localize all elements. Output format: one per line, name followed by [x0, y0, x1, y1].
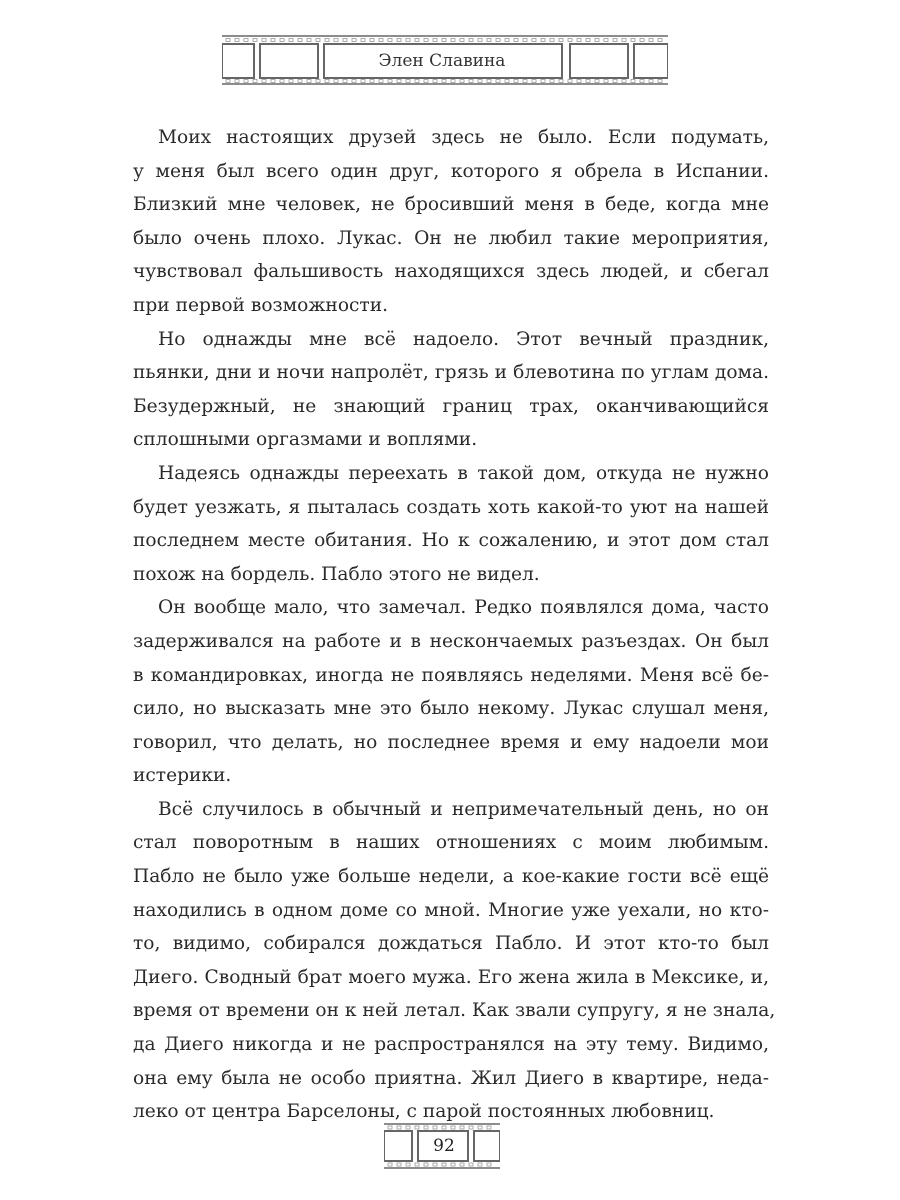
film-perforation	[478, 39, 482, 42]
film-perforation	[604, 39, 608, 42]
text-line: будет уезжать, я пыталась создать хоть какой-то уют на нашей	[133, 496, 769, 518]
film-perforation	[451, 39, 455, 42]
text-line: задерживался на работе и в нескончаемых разъездах. Он был	[133, 630, 769, 652]
film-perforation	[415, 1126, 419, 1129]
film-perforation	[379, 39, 383, 42]
film-perforation	[595, 80, 599, 83]
paragraph	[133, 591, 769, 793]
film-perforation	[235, 39, 239, 42]
film-perforation	[271, 39, 275, 42]
film-perforation	[262, 39, 266, 42]
film-perforation	[451, 1126, 455, 1129]
text-line: Всё случилось в обычный и непримечательный день, но он	[158, 798, 769, 820]
film-perforation	[244, 80, 248, 83]
film-perforation	[550, 80, 554, 83]
film-perforation	[442, 1163, 446, 1166]
film-perforation	[334, 80, 338, 83]
film-perforation	[496, 39, 500, 42]
film-perforation	[397, 80, 401, 83]
film-perforation	[460, 39, 464, 42]
film-perforation	[325, 80, 329, 83]
film-perforation	[415, 1163, 419, 1166]
paragraph	[133, 793, 776, 1129]
film-perforation	[388, 39, 392, 42]
page-number: 92	[433, 1136, 455, 1156]
text-line: Безудержный, не знающий границ трах, оканчивающийся	[133, 395, 769, 417]
text-line: находились в одном доме со мной. Многие уже уехали, но кто-	[133, 899, 769, 921]
text-line: было очень плохо. Лукас. Он не любил такие мероприятия,	[133, 227, 769, 249]
film-perforation	[532, 80, 536, 83]
text-line: Близкий мне человек, не бросивший меня в беде, когда мне	[133, 194, 769, 216]
film-perforation	[559, 80, 563, 83]
film-perforation	[235, 80, 239, 83]
film-perforation	[316, 80, 320, 83]
film-perforation	[460, 1126, 464, 1129]
text-line: да Диего никогда и не распространялся на эту тему. Видимо,	[133, 1034, 769, 1056]
text-line: стал поворотным в наших отношениях с моим любимым.	[133, 832, 769, 854]
film-perforation	[433, 1126, 437, 1129]
film-perforation	[622, 39, 626, 42]
film-perforation	[469, 1126, 473, 1129]
film-perforation	[298, 80, 302, 83]
film-perforation	[253, 39, 257, 42]
film-perforation	[613, 80, 617, 83]
film-perforation	[433, 39, 437, 42]
film-perforation	[640, 39, 644, 42]
film-perforation	[226, 80, 230, 83]
film-perforation	[532, 39, 536, 42]
film-perforation	[343, 80, 347, 83]
text-line: сплошными оргазмами и воплями.	[133, 429, 478, 451]
film-perforation	[280, 80, 284, 83]
text-line: Он вообще мало, что замечал. Редко появлялся дома, часто	[158, 597, 769, 619]
film-perforation	[577, 39, 581, 42]
film-perforation	[316, 39, 320, 42]
text-line: пьянки, дни и ночи напролёт, грязь и блевотина по углам дома.	[133, 362, 769, 384]
text-line: последнем месте обитания. Но к сожалению, и этот дом стал	[133, 530, 769, 552]
text-line: Диего. Сводный брат моего мужа. Его жена жила в Мексике, и,	[133, 966, 769, 988]
text-line: истерики.	[133, 765, 232, 787]
text-line: Моих настоящих друзей здесь не было. Если подумать,	[158, 127, 769, 148]
film-perforation	[352, 80, 356, 83]
film-perforation	[442, 80, 446, 83]
film-perforation	[415, 39, 419, 42]
film-perforation	[478, 80, 482, 83]
film-perforation	[406, 1163, 410, 1166]
film-perforation	[604, 80, 608, 83]
film-perforation	[541, 39, 545, 42]
film-perforation	[478, 1163, 482, 1166]
film-perforation	[451, 80, 455, 83]
film-perforation	[370, 39, 374, 42]
text-line: леко от центра Барселоны, с парой постоянных любовниц.	[133, 1101, 715, 1123]
film-perforation	[424, 80, 428, 83]
film-perforation	[262, 80, 266, 83]
film-perforation	[460, 80, 464, 83]
film-perforation	[307, 39, 311, 42]
film-perforation	[505, 39, 509, 42]
film-perforation	[496, 80, 500, 83]
film-perforation	[541, 80, 545, 83]
film-perforation	[568, 80, 572, 83]
film-perforation	[352, 39, 356, 42]
text-line: чувствовал фальшивость находящихся здесь людей, и сбегал	[133, 261, 769, 283]
film-perforation	[487, 80, 491, 83]
film-perforation	[388, 1163, 392, 1166]
film-perforation	[451, 1163, 455, 1166]
paragraph	[133, 323, 769, 457]
film-perforation	[487, 1163, 491, 1166]
film-perforation	[433, 80, 437, 83]
film-perforation	[487, 39, 491, 42]
film-perforation	[415, 80, 419, 83]
film-perforation	[469, 39, 473, 42]
film-perforation	[424, 39, 428, 42]
film-perforation	[388, 80, 392, 83]
paragraph	[133, 457, 769, 591]
film-perforation	[586, 80, 590, 83]
text-line: то, видимо, собирался дождаться Пабло. И этот кто-то был	[133, 933, 769, 955]
paragraph	[133, 121, 769, 323]
film-perforation	[343, 39, 347, 42]
film-perforation	[649, 39, 653, 42]
film-perforation	[505, 80, 509, 83]
film-perforation	[487, 1126, 491, 1129]
film-perforation	[406, 80, 410, 83]
film-perforation	[244, 39, 248, 42]
text-line: при первой возможности.	[133, 294, 389, 316]
page-body-text	[133, 121, 776, 1129]
film-perforation	[397, 39, 401, 42]
film-perforation	[577, 80, 581, 83]
film-perforation	[523, 39, 527, 42]
film-perforation	[424, 1163, 428, 1166]
film-perforation	[307, 80, 311, 83]
film-perforation	[631, 80, 635, 83]
film-perforation	[514, 39, 518, 42]
film-perforation	[469, 1163, 473, 1166]
film-perforation	[379, 80, 383, 83]
film-perforation	[361, 39, 365, 42]
film-perforation	[325, 39, 329, 42]
film-perforation	[424, 1126, 428, 1129]
film-perforation	[406, 39, 410, 42]
film-perforation	[442, 1126, 446, 1129]
film-perforation	[406, 1126, 410, 1129]
film-perforation	[550, 39, 554, 42]
film-perforation	[370, 80, 374, 83]
film-perforation	[631, 39, 635, 42]
film-perforation	[658, 80, 662, 83]
film-perforation	[289, 80, 293, 83]
film-perforation	[460, 1163, 464, 1166]
film-perforation	[388, 1126, 392, 1129]
text-line: Надеясь однажды переехать в такой дом, откуда не нужно	[158, 462, 769, 484]
film-perforation	[568, 39, 572, 42]
film-perforation	[478, 1126, 482, 1129]
text-line: в командировках, иногда не появляясь неделями. Меня всё бе-	[133, 664, 769, 686]
film-perforation	[433, 1163, 437, 1166]
film-perforation	[658, 39, 662, 42]
text-line: время от времени он к ней летал. Как звали супругу, я не знала,	[133, 1000, 776, 1022]
film-perforation	[280, 39, 284, 42]
film-perforation	[397, 1126, 401, 1129]
film-perforation	[226, 39, 230, 42]
film-perforation	[595, 39, 599, 42]
text-line: Пабло не было уже больше недели, а кое-какие гости всё ещё	[133, 866, 769, 888]
film-perforation	[253, 80, 257, 83]
text-line: у меня был всего один друг, которого я обрела в Испании.	[133, 160, 769, 182]
film-perforation	[271, 80, 275, 83]
film-perforation	[442, 39, 446, 42]
film-perforation	[586, 39, 590, 42]
film-perforation	[622, 80, 626, 83]
text-line: похож на бордель. Пабло этого не видел.	[133, 563, 540, 585]
text-line: говорил, что делать, но последнее время и ему надоели мои	[133, 731, 769, 753]
film-perforation	[289, 39, 293, 42]
film-perforation	[649, 80, 653, 83]
film-perforation	[613, 39, 617, 42]
text-line: она ему была не особо приятна. Жил Диего в квартире, неда-	[133, 1067, 769, 1089]
text-line: Но однажды мне всё надоело. Этот вечный праздник,	[158, 328, 769, 350]
film-perforation	[361, 80, 365, 83]
film-perforation	[640, 80, 644, 83]
film-perforation	[469, 80, 473, 83]
film-perforation	[523, 80, 527, 83]
running-header-author: Элен Славина	[378, 51, 506, 71]
film-perforation	[514, 80, 518, 83]
film-perforation	[298, 39, 302, 42]
film-perforation	[397, 1163, 401, 1166]
film-perforation	[334, 39, 338, 42]
film-perforation	[559, 39, 563, 42]
text-line: сило, но высказать мне это было некому. Лукас слушал меня,	[133, 698, 769, 720]
